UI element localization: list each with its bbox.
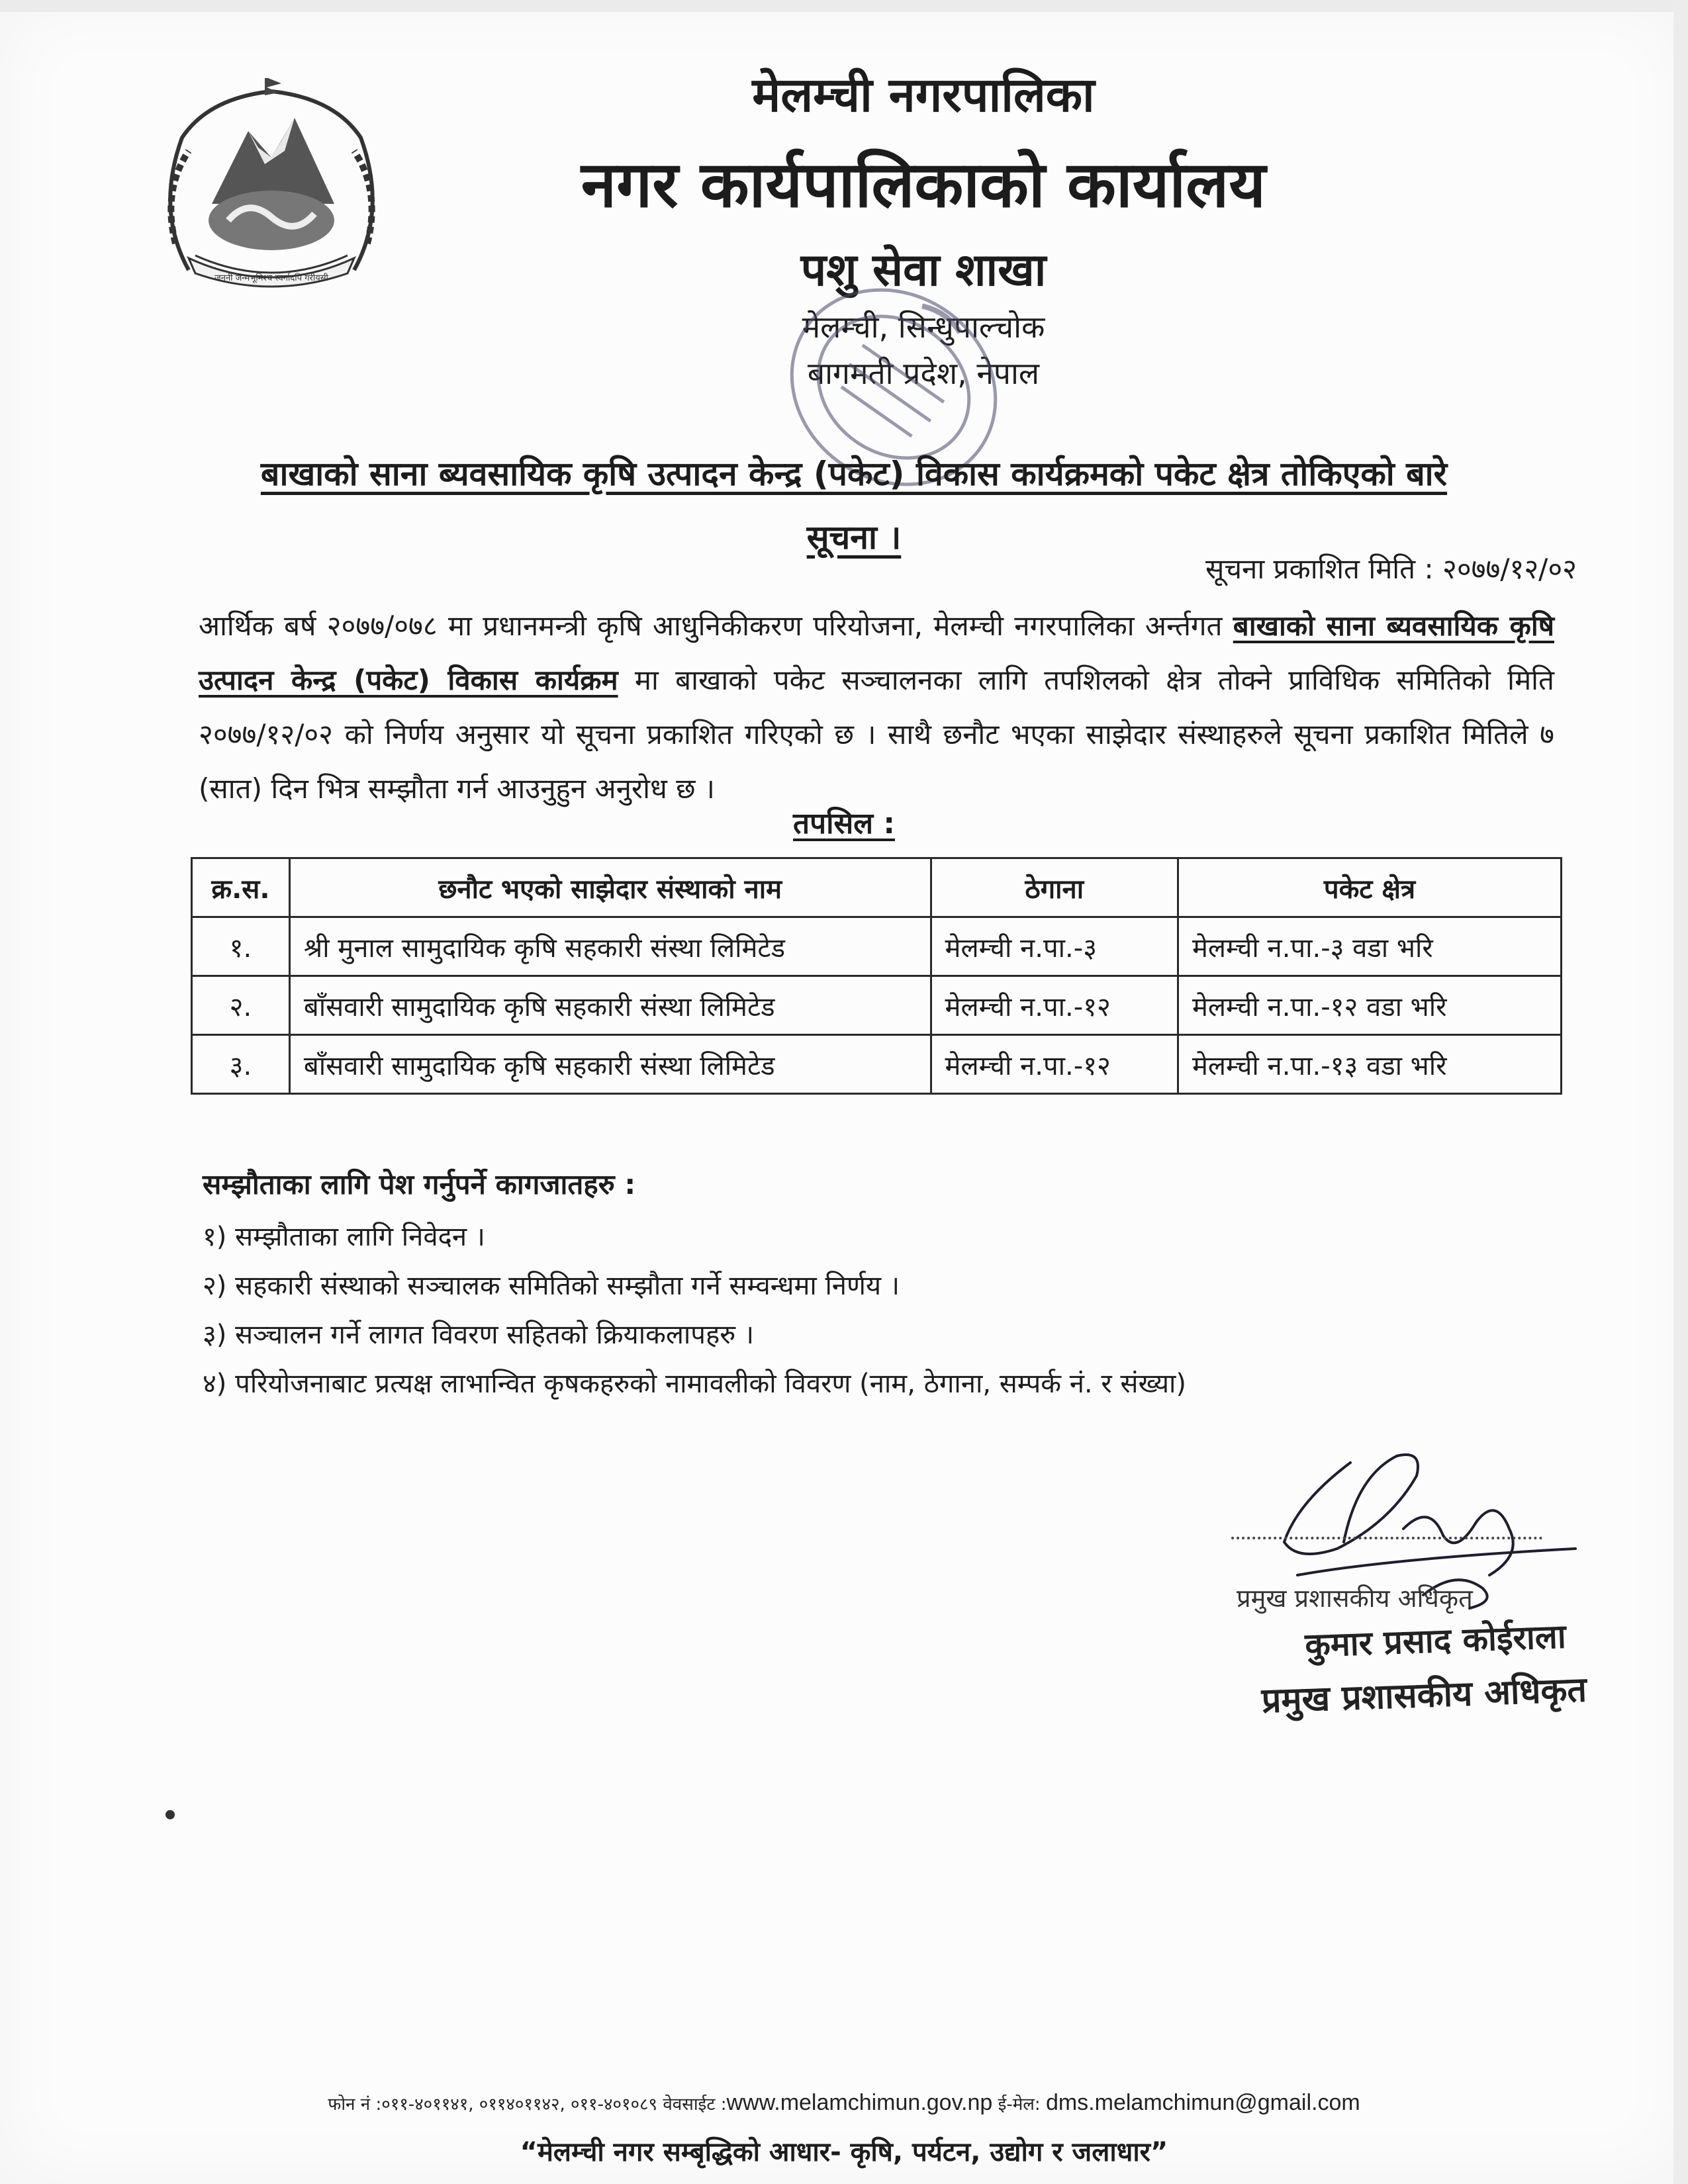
notice-body: [199, 599, 1554, 816]
cell-serial: ३.: [192, 1035, 290, 1094]
cell-serial: १.: [192, 917, 290, 976]
list-item: १) सम्झौताका लागि निवेदन ।: [203, 1222, 485, 1252]
branch-name: पशु सेवा शाखा: [800, 244, 1047, 296]
municipality-name: मेलम्ची नगरपालिका: [752, 67, 1095, 122]
list-item: ४) परियोजनाबाट प्रत्यक्ष लाभान्वित कृषकहरुको नामावलीको विवरण (नाम, ठेगाना, सम्पर्क नं. र संख्या): [203, 1369, 1187, 1399]
table-row: [192, 976, 1562, 1035]
cell-organization: श्री मुनाल सामुदायिक कृषि सहकारी संस्था लिमिटेड: [289, 917, 931, 976]
stamp-title: प्रमुख प्रशासकीय अधिकृत: [1260, 1670, 1587, 1721]
name-stamp: [1236, 1608, 1610, 1729]
table-row: [192, 1035, 1562, 1094]
cell-pocket-area: मेलम्ची न.पा.-३ वडा भरि: [1178, 917, 1561, 976]
documents-list: [203, 1212, 1186, 1408]
cell-address: मेलम्ची न.पा.-३: [931, 917, 1178, 976]
table-row: [192, 917, 1562, 976]
signatory-printed-title: प्रमुख प्रशासकीय अधिकृत: [1237, 1584, 1473, 1613]
footer-contact: [0, 2090, 1688, 2116]
subject-line-2: सूचना ।: [806, 518, 902, 557]
header-address: ठेगाना: [931, 858, 1178, 917]
body-part-2: मा बाखाको पकेट सञ्चालनका लागि तपशिलको क्षेत्र तोक्ने प्राविधिक समितिको मिति २०७७/१२/०२ को निर्णय अनुसार यो सूचना प्रकाशित गरिएको छ । साथै छनौट भएका साझेदार संस्थाहरुले सूचना प्रकाशित मितिले ७ (सात) दिन भित्र सम्झौता गर्न आउनुहुन अनुरोध छ ।: [199, 664, 1554, 805]
office-name: नगर कार्यपालिकाको कार्यालय: [581, 148, 1266, 222]
header-serial: क्र.स.: [192, 858, 290, 917]
email-link[interactable]: dms.melamchimun@gmail.com: [1045, 2090, 1360, 2115]
body-part-1: आर्थिक बर्ष २०७७/०७८ मा प्रधानमन्त्री कृषि आधुनिकीकरण परियोजना, मेलम्ची नगरपालिका अर्न्तगत: [199, 610, 1233, 642]
ink-speck: [165, 1810, 175, 1819]
cell-pocket-area: मेलम्ची न.पा.-१३ वडा भरि: [1178, 1035, 1561, 1094]
email-label: ई-मेल:: [992, 2095, 1046, 2115]
header-organization: छनौट भएको साझेदार संस्थाको नाम: [289, 858, 931, 917]
documents-heading: सम्झौताका लागि पेश गर्नुपर्ने कागजातहरु :: [203, 1168, 636, 1201]
list-item: ३) सञ्चालन गर्ने लागत विवरण सहितको क्रियाकलापहरु ।: [203, 1320, 755, 1350]
cell-pocket-area: मेलम्ची न.पा.-१२ वडा भरि: [1178, 976, 1561, 1035]
subject-line-1: बाखाको साना ब्यवसायिक कृषि उत्पादन केन्द्र (पकेट) विकास कार्यक्रमको पकेट क्षेत्र तोकिएको बारे: [260, 455, 1448, 493]
footer-motto: “मेलम्ची नगर सम्बृद्धिको आधार- कृषि, पर्यटन, उद्योग र जलाधार”: [520, 2137, 1168, 2167]
partner-table: [191, 857, 1562, 1095]
header-pocket-area: पकेट क्षेत्र: [1178, 858, 1561, 917]
details-heading: तपसिल :: [793, 807, 895, 841]
cell-organization: बाँसवारी सामुदायिक कृषि सहकारी संस्था लिमिटेड: [289, 1035, 931, 1094]
scan-edge: [0, 0, 1688, 12]
footer-phone: फोन नं :०११-४०११४१, ०११४०११४२, ०११-४०१०८९ वेवसाईट :: [328, 2095, 727, 2115]
publication-date: सूचना प्रकाशित मिति : २०७७/१२/०२: [1205, 553, 1577, 585]
program-name: बाखाको साना ब्यवसायिक कृषि उत्पादन केन्द्र (पकेट) विकास कार्यक्रम: [199, 610, 1554, 696]
cell-address: मेलम्ची न.पा.-१२: [931, 1035, 1178, 1094]
location-line-2: बागमती प्रदेश, नेपाल: [807, 355, 1040, 391]
signature-line: [1231, 1537, 1542, 1539]
emblem-motto: जननी जन्मभूमिश्च स्वर्गादपि गरीयसी: [214, 273, 328, 283]
list-item: २) सहकारी संस्थाको सञ्चालक समितिको सम्झौता गर्ने सम्वन्धमा निर्णय ।: [203, 1271, 900, 1301]
cell-organization: बाँसवारी सामुदायिक कृषि सहकारी संस्था लिमिटेड: [289, 976, 931, 1035]
cell-address: मेलम्ची न.पा.-१२: [931, 976, 1178, 1035]
cell-serial: २.: [192, 976, 290, 1035]
stamp-name: कुमार प्रसाद कोईराला: [1304, 1617, 1567, 1665]
location-line-1: मेलम्ची, सिन्धुपाल्चोक: [802, 309, 1045, 345]
website-link[interactable]: www.melamchimun.gov.np: [726, 2090, 993, 2115]
table-header-row: [192, 858, 1562, 917]
